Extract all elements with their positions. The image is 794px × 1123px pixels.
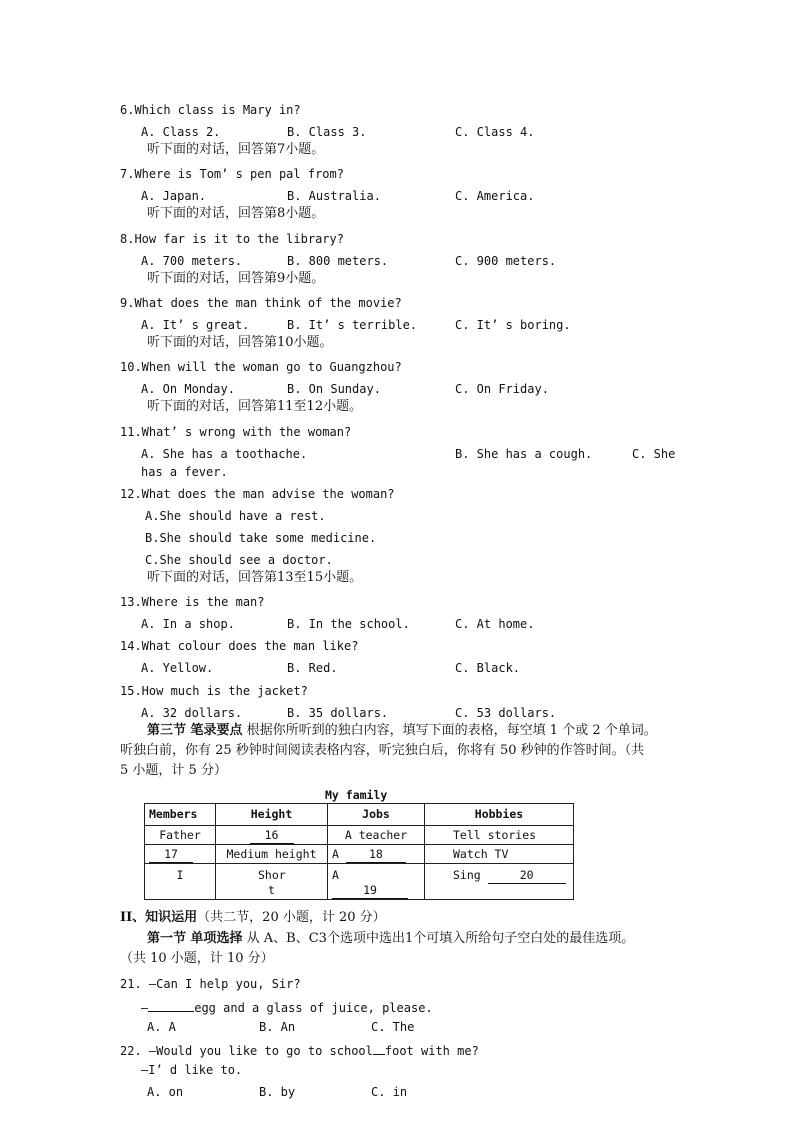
option-a: A. A [147, 1020, 176, 1034]
question-stem: 12.What does the man advise the woman? [120, 487, 395, 501]
column-header: Members [145, 804, 216, 826]
table-cell [216, 864, 328, 900]
question-stem: 6.Which class is Mary in? [120, 103, 301, 117]
question-stem: 11.What’ s wrong with the woman? [120, 425, 352, 439]
table-row [145, 845, 574, 864]
column-header: Height [216, 804, 328, 826]
height-text-wrap: t [268, 883, 275, 897]
section-instruction-line: 听独白前，你有 25 秒钟时间阅读表格内容，听完独白后，你将有 50 秒钟的作答时间。（共 [120, 743, 645, 758]
column-header: Jobs [328, 804, 425, 826]
option-c: C. in [371, 1085, 408, 1099]
answer-blank: 20 [488, 868, 566, 884]
listening-instruction: 听下面的对话，回答第13至15小题。 [147, 570, 363, 585]
option-a: A. on [147, 1085, 184, 1099]
section-instruction-line: （共 10 小题，计 10 分） [120, 951, 274, 966]
line-text: egg and a glass of juice, please. [194, 1001, 433, 1015]
option-b: B. 35 dollars. [287, 706, 389, 720]
option-a: A. She has a toothache. [141, 447, 308, 461]
table-cell: Medium height [216, 845, 328, 864]
option-a: A. In a shop. [141, 617, 235, 631]
listening-instruction: 听下面的对话，回答第11至12小题。 [147, 399, 363, 414]
listening-instruction: 听下面的对话，回答第10小题。 [147, 335, 333, 350]
answer-blank: 19 [332, 883, 408, 899]
option-a: A. 32 dollars. [141, 706, 243, 720]
section-text: 根据你所听到的独白内容，填写下面的表格，每空填 1 个或 2 个单词。 [242, 723, 657, 738]
table-header-row [145, 804, 574, 826]
option-b: B. Australia. [287, 189, 381, 203]
option-b: B. An [259, 1020, 296, 1034]
option-b: B.She should take some medicine. [145, 531, 377, 545]
job-prefix: A [332, 847, 339, 861]
option-a: A.She should have a rest. [145, 509, 326, 523]
option-a: A. Class 2. [141, 125, 221, 139]
section-title: 第一节 单项选择 [147, 931, 243, 946]
answer-blank: 16 [250, 828, 294, 844]
answer-blank [373, 1042, 385, 1055]
family-table [144, 803, 574, 900]
option-c: C. Class 4. [455, 125, 535, 139]
stem-text: foot with me? [384, 1044, 479, 1058]
question-stem: 14.What colour does the man like? [120, 639, 359, 653]
option-b: B. Class 3. [287, 125, 367, 139]
stem-text: 22. —Would you like to go to school [120, 1044, 373, 1058]
option-b: B. Red. [287, 661, 338, 675]
table-cell: Father [145, 826, 216, 845]
question-line: —I’ d like to. [141, 1063, 243, 1077]
option-c: C. On Friday. [455, 382, 549, 396]
dash: — [141, 1001, 149, 1015]
option-b: B. On Sunday. [287, 382, 381, 396]
option-c: C. The [371, 1020, 415, 1034]
job-prefix: A [332, 868, 339, 882]
option-a: A. Yellow. [141, 661, 214, 675]
option-c: C. Black. [455, 661, 521, 675]
option-a: A. Japan. [141, 189, 207, 203]
table-cell: Watch TV [425, 845, 574, 864]
section-instruction [147, 932, 634, 946]
listening-instruction: 听下面的对话，回答第9小题。 [147, 271, 325, 286]
option-a: A. It’ s great. [141, 318, 250, 332]
listening-instruction: 听下面的对话，回答第8小题。 [147, 206, 325, 221]
option-b: B. 800 meters. [287, 254, 389, 268]
option-b: B. by [259, 1085, 296, 1099]
hobby-prefix: Sing [453, 868, 481, 882]
option-a: A. 700 meters. [141, 254, 243, 268]
question-stem: 15.How much is the jacket? [120, 684, 308, 698]
answer-blank: 17 [149, 847, 193, 863]
option-c: C. America. [455, 189, 535, 203]
section-text: 从 A、B、C3个选项中选出1个可填入所给句子空白处的最佳选项。 [242, 931, 635, 946]
table-cell: A teacher [328, 826, 425, 845]
table-cell [425, 864, 574, 900]
table-cell [328, 845, 425, 864]
table-cell: Tell stories [425, 826, 574, 845]
option-c: C. 900 meters. [455, 254, 557, 268]
part-subtitle: （共二节，20 小题，计 20 分） [197, 910, 386, 925]
question-stem: 9.What does the man think of the movie? [120, 296, 402, 310]
table-cell [145, 845, 216, 864]
option-c: C. 53 dollars. [455, 706, 557, 720]
question-stem: 7.Where is Tom’ s pen pal from? [120, 167, 344, 181]
question-stem: 8.How far is it to the library? [120, 232, 344, 246]
question-stem: 10.When will the woman go to Guangzhou? [120, 360, 402, 374]
table-cell [328, 864, 425, 900]
answer-blank: 18 [346, 847, 406, 863]
column-header: Hobbies [425, 804, 574, 826]
question-stem: 13.Where is the man? [120, 595, 265, 609]
table-title: My family [325, 788, 388, 802]
option-c: C. It’ s boring. [455, 318, 571, 332]
listening-instruction: 听下面的对话，回答第7小题。 [147, 142, 325, 157]
option-c-continued: has a fever. [141, 465, 228, 479]
table-row [145, 826, 574, 845]
option-b: B. She has a cough. [455, 447, 593, 461]
answer-blank [148, 999, 194, 1012]
option-c: C.She should see a doctor. [145, 553, 333, 567]
section-title: 第三节 笔录要点 [147, 723, 243, 738]
table-cell: I [145, 864, 216, 900]
table-cell [216, 826, 328, 845]
question-line [141, 999, 433, 1015]
option-b: B. It’ s terrible. [287, 318, 418, 332]
question-stem: 21. —Can I help you, Sir? [120, 977, 301, 991]
height-text: Shor [258, 868, 286, 882]
option-c: C. At home. [455, 617, 535, 631]
section-instruction [147, 724, 657, 738]
section-instruction-line: 5 小题，计 5 分） [120, 763, 227, 778]
question-stem [120, 1042, 479, 1058]
option-a: A. On Monday. [141, 382, 235, 396]
part-heading [120, 911, 386, 925]
option-c: C. She [632, 447, 676, 461]
part-title: II、知识运用 [120, 910, 198, 925]
table-row [145, 864, 574, 900]
option-b: B. In the school. [287, 617, 410, 631]
